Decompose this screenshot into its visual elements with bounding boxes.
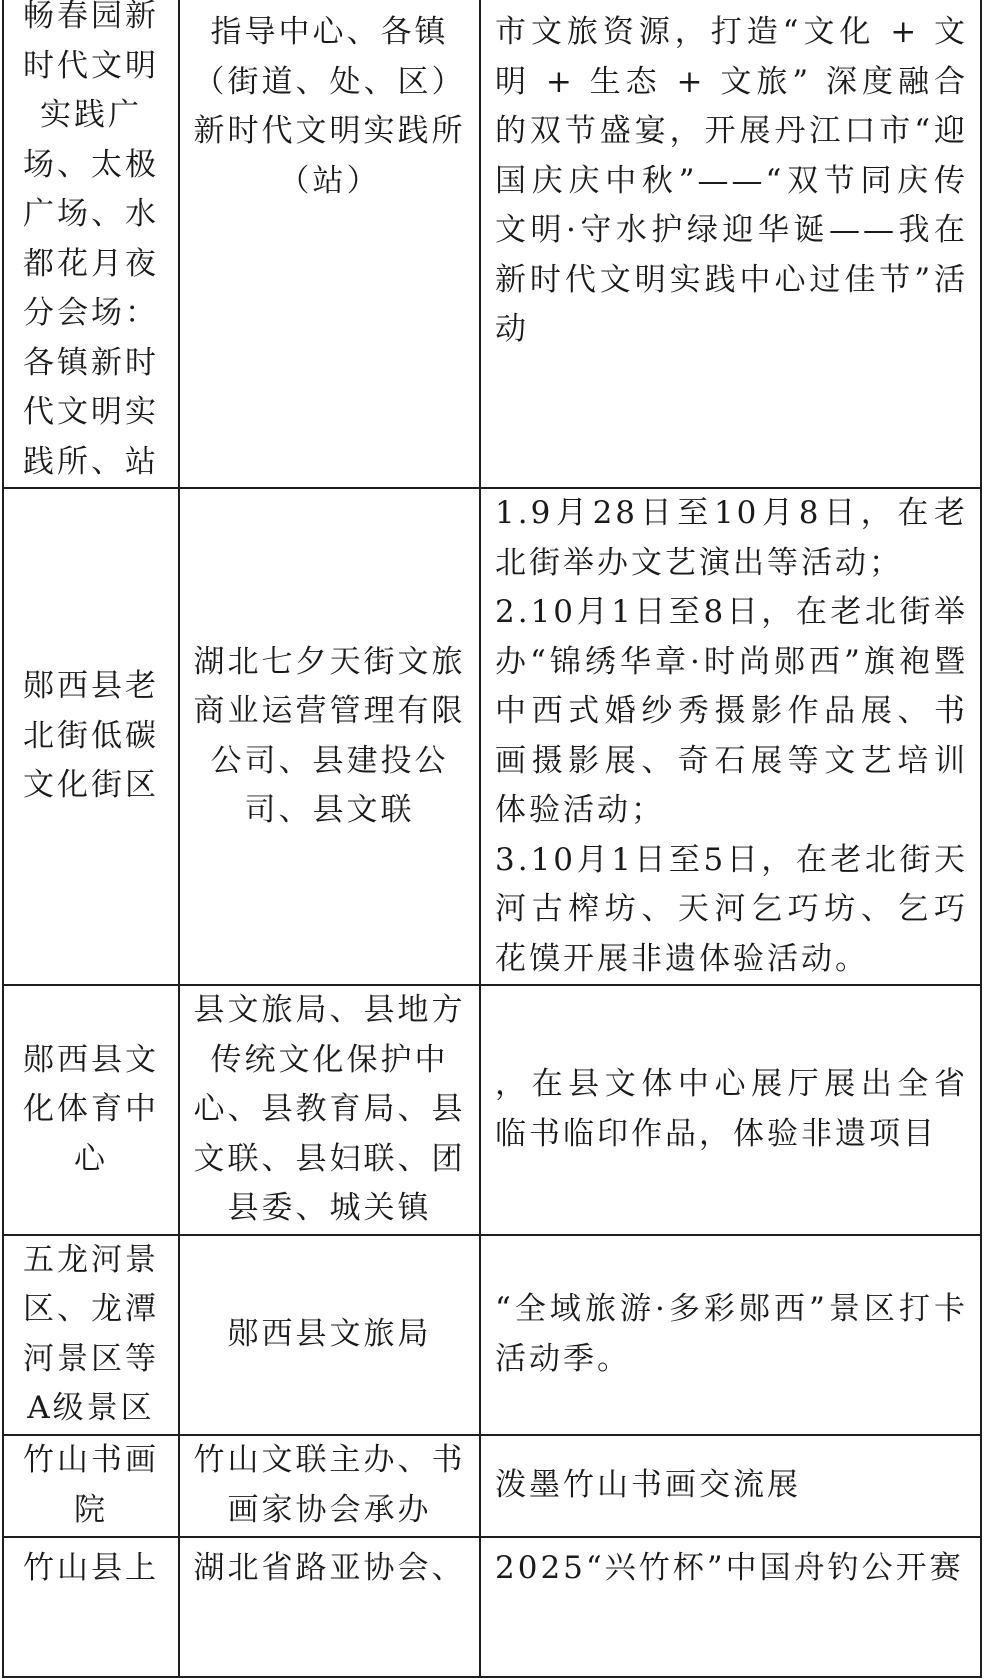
venue-text: 五龙河景区、龙潭河景区等A级景区: [23, 1241, 159, 1426]
table-row: [3, 1235, 981, 1435]
venue-text: 畅春园新时代文明实践广场、太极广场、水都花月夜分会场：各镇新时代文明实践所、站: [23, 0, 159, 480]
activity-cell: [480, 985, 981, 1235]
venue-cell: [3, 1435, 179, 1537]
activity-text: 2025“兴竹杯”中国舟钓公开赛: [495, 1549, 964, 1586]
table-row: [3, 985, 981, 1235]
organizer-text: 郧西县文旅局: [227, 1315, 432, 1352]
activity-text: 市文旅资源，打造“文化 + 文明 + 生态 + 文旅” 深度融合的双节盛宴，开展丹江口市“迎国庆庆中秋”——“双节同庆传文明·守水护绿迎华诞——我在新时代文明实践中心过佳节”活动: [495, 14, 968, 347]
venue-cell: [3, 1235, 179, 1435]
table-row: [3, 1435, 981, 1537]
organizer-text: 湖北七夕天街文旅商业运营管理有限公司、县建投公司、县文联: [193, 643, 466, 828]
venue-cell: [3, 1537, 179, 1677]
venue-text: 郧西县文化体育中心: [23, 1041, 159, 1177]
venue-text: 竹山书画院: [23, 1442, 159, 1528]
activity-item: 2.10月1日至8日，在老北街举办“锦绣华章·时尚郧西”旗袍暨中西式婚纱秀摄影作品展、书画摄影展、奇石展等文艺培训体验活动；: [495, 594, 968, 828]
venue-cell: [3, 0, 179, 488]
activity-item: 3.10月1日至5日，在老北街天河古榨坊、天河乞巧坊、乞巧花馍开展非遗体验活动。: [495, 841, 968, 977]
event-schedule-table: [2, 0, 982, 1678]
organizer-text: 县文旅局、县地方传统文化保护中心、县教育局、县文联、县妇联、团县委、城关镇: [193, 992, 466, 1226]
activity-cell: [480, 1537, 981, 1677]
organizer-cell: [179, 1435, 480, 1537]
venue-cell: [3, 985, 179, 1235]
venue-cell: [3, 488, 179, 985]
table-row: [3, 0, 981, 488]
activity-cell: [480, 488, 981, 985]
activity-text: 泼墨竹山书画交流展: [495, 1466, 801, 1503]
organizer-cell: [179, 1537, 480, 1677]
venue-text: 郧西县老北街低碳文化街区: [23, 668, 159, 804]
organizer-text: 竹山文联主办、书画家协会承办: [193, 1442, 466, 1528]
activity-list: [481, 489, 980, 984]
organizer-cell: [179, 985, 480, 1235]
venue-text: 竹山县上: [23, 1549, 159, 1586]
activity-cell: [480, 1235, 981, 1435]
organizer-cell: [179, 0, 480, 488]
organizer-cell: [179, 1235, 480, 1435]
activity-cell: [480, 0, 981, 488]
table-row: [3, 488, 981, 985]
activity-item: 1.9月28日至10月8日，在老北街举办文艺演出等活动；: [495, 495, 968, 581]
organizer-text: 指导中心、各镇（街道、处、区）新时代文明实践所（站）: [193, 14, 466, 199]
activity-text: “全域旅游·多彩郧西”景区打卡活动季。: [495, 1291, 968, 1377]
activity-text: ，在县文体中心展厅展出全省临书临印作品，体验非遗项目: [495, 1066, 968, 1152]
activity-cell: [480, 1435, 981, 1537]
organizer-text: 湖北省路亚协会、: [193, 1549, 466, 1586]
table-row: [3, 1537, 981, 1677]
organizer-cell: [179, 488, 480, 985]
